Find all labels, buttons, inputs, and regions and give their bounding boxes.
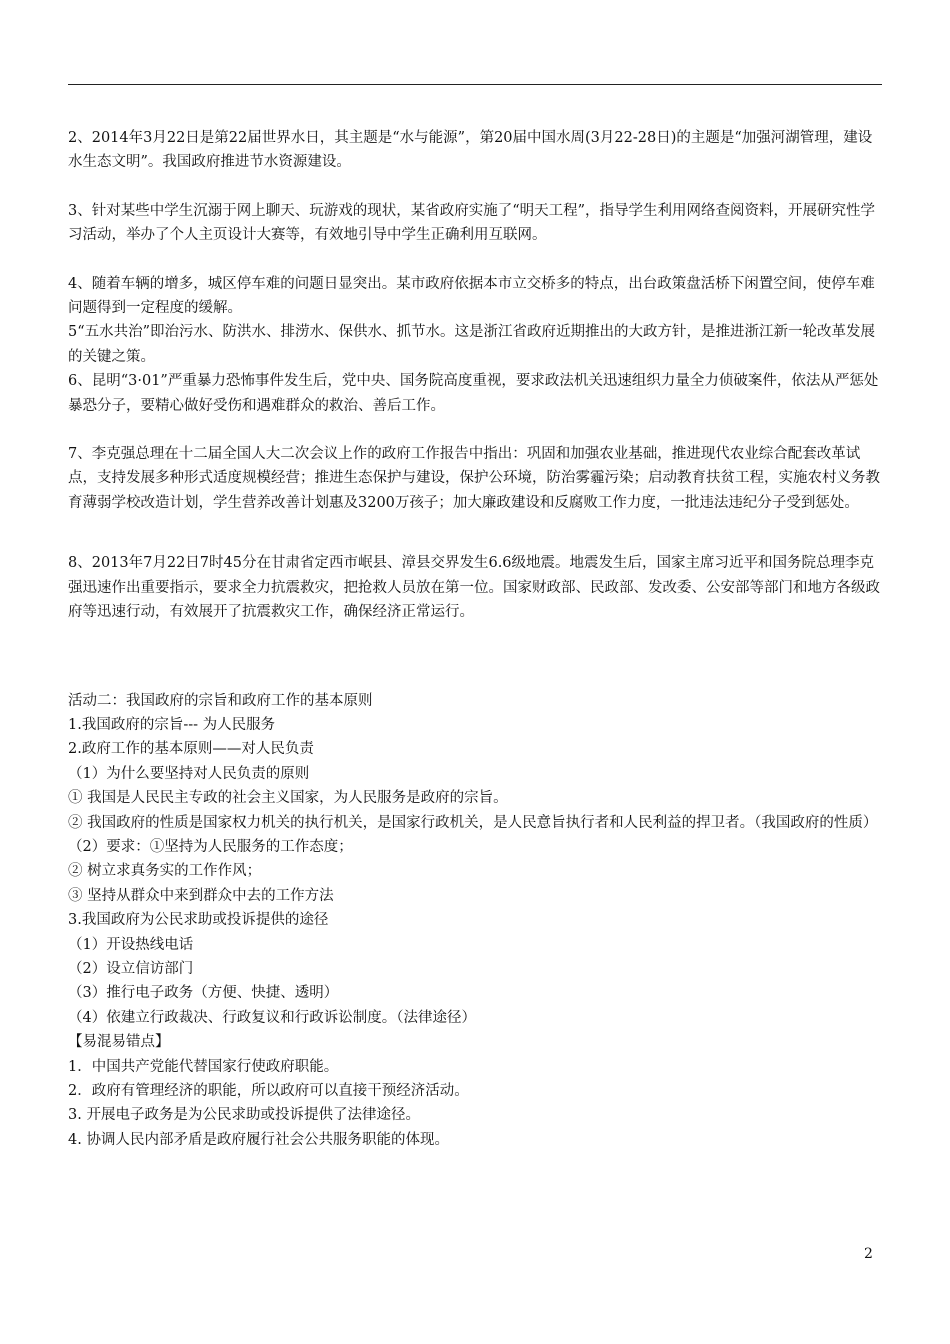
paragraph-6: 6、昆明“3·01”严重暴力恐怖事件发生后，党中央、国务院高度重视，要求政法机关迅速组织力量全力侦破案件，依法从严惩处暴恐分子，要精心做好受伤和遇难群众的救治、善后工作。: [68, 373, 879, 414]
activity-line: （2）要求：①坚持为人民服务的工作态度；: [68, 838, 353, 855]
activity-line: （2）设立信访部门: [68, 960, 194, 977]
activity-line: （1）为什么要坚持对人民负责的原则: [68, 765, 310, 782]
activity-title: 活动二：我国政府的宗旨和政府工作的基本原则: [68, 692, 373, 709]
page-number: 2: [864, 1246, 873, 1262]
activity-line: （4）依建立行政裁决、行政复议和行政诉讼制度。（法律途径）: [68, 1009, 476, 1026]
activity-line: 3.我国政府为公民求助或投诉提供的途径: [68, 912, 329, 929]
activity-line: ② 树立求真务实的工作作风；: [68, 863, 262, 880]
activity-line: （1）开设热线电话: [68, 936, 194, 953]
errors-item: 4. 协调人民内部矛盾是政府履行社会公共服务职能的体现。: [68, 1131, 449, 1148]
header-rule: [68, 84, 882, 85]
errors-item: 2．政府有管理经济的职能，所以政府可以直接干预经济活动。: [68, 1083, 469, 1099]
activity-line: （3）推行电子政务（方便、快捷、透明）: [68, 985, 339, 1002]
activity-line: 2.政府工作的基本原则——对人民负责: [68, 741, 314, 758]
paragraph-3: 3、针对某些中学生沉溺于网上聊天、玩游戏的现状，某省政府实施了“明天工程”，指导学生利用网络查阅资料，开展研究性学习活动，举办了个人主页设计大赛等，有效地引导中学生正确利用互联网。: [68, 202, 876, 244]
activity-line: ① 我国是人民民主专政的社会主义国家，为人民服务是政府的宗旨。: [68, 790, 508, 807]
document-body: [68, 126, 882, 1152]
paragraph-8: 8、2013年7月22日7时45分在甘肃省定西市岷县、漳县交界发生6.6级地震。地震发生后，国家主席习近平和国务院总理李克强迅速作出重要指示，要求全力抗震救灾，把抢救人员放在第一位。国家财政部、民政部、发改委、公安部等部门和地方各级政府等迅速行动，有效展开了抗震救灾工作，确保经济正常运行。: [68, 555, 880, 621]
errors-list: [68, 1055, 882, 1153]
paragraph-2: 2、2014年3月22日是第22届世界水日，其主题是“水与能源”，第20届中国水周(3月22-28日)的主题是“加强河湖管理，建设水生态文明”。我国政府推进节水资源建设。: [68, 130, 873, 171]
errors-title: 【易混易错点】: [68, 1034, 170, 1051]
paragraph-5: 5“五水共治”即治污水、防洪水、排涝水、保供水、抓节水。这是浙江省政府近期推出的大政方针，是推进浙江新一轮改革发展的关键之策。: [68, 324, 876, 365]
errors-item: 1．中国共产党能代替国家行使政府职能。: [68, 1058, 339, 1075]
activity-line: 1.我国政府的宗旨--- 为人民服务: [68, 716, 276, 733]
activity-list: [68, 713, 882, 1030]
activity-line: ② 我国政府的性质是国家权力机关的执行机关，是国家行政机关，是人民意旨执行者和人民利益的捍卫者。（我国政府的性质）: [68, 814, 878, 831]
errors-item: 3. 开展电子政务是为公民求助或投诉提供了法律途径。: [68, 1107, 420, 1124]
paragraph-4: 4、随着车辆的增多，城区停车难的问题日显突出。某市政府依据本市立交桥多的特点，出台政策盘活桥下闲置空间，使停车难问题得到一定程度的缓解。: [68, 275, 875, 317]
paragraph-7: 7、李克强总理在十二届全国人大二次会议上作的政府工作报告中指出：巩固和加强农业基础，推进现代农业综合配套改革试点，支持发展多种形式适度规模经营；推进生态保护与建设，保护公环境，防治雾霾污染；启动教育扶贫工程，实施农村义务教育薄弱学校改造计划，学生营养改善计划惠及3200万孩子；加大廉政建设和反腐败工作力度，一批违法违纪分子受到惩处。: [68, 446, 880, 511]
activity-line: ③ 坚持从群众中来到群众中去的工作方法: [68, 887, 334, 904]
